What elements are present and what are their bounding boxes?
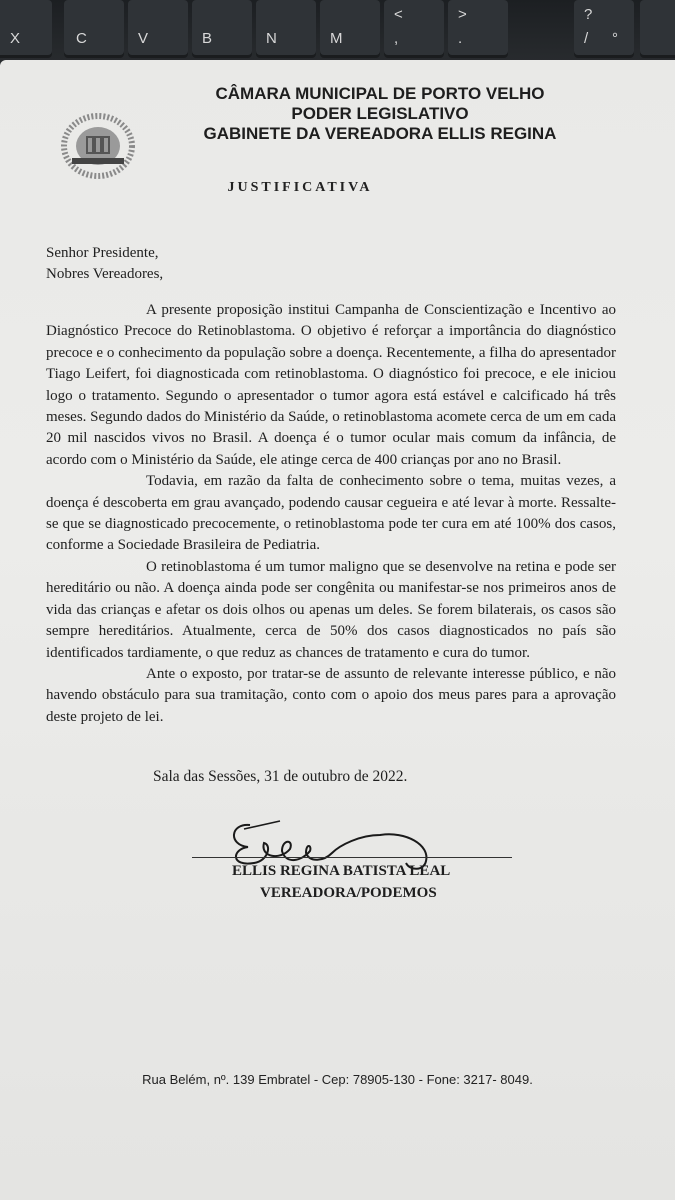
letterhead-line2: PODER LEGISLATIVO xyxy=(291,104,469,123)
paragraph-4: Ante o exposto, por tratar-se de assunto de relevante interesse público, e não havendo obstáculo para sua tramitação, conto com o apoio dos meus pares para a aprovação deste projeto de lei. xyxy=(46,665,616,725)
letterhead-line1: CÂMARA MUNICIPAL DE PORTO VELHO xyxy=(215,84,545,103)
signature-line xyxy=(192,857,512,858)
signatory-name: ELLIS REGINA BATISTA LEAL xyxy=(232,863,451,879)
key-slash: ? / ° xyxy=(574,0,634,58)
salutation-line1: Senhor Presidente, xyxy=(46,245,159,261)
signatory-role: VEREADORA/PODEMOS xyxy=(260,885,437,901)
signatory xyxy=(232,860,450,904)
key-m: M xyxy=(320,0,380,58)
letterhead-line3: GABINETE DA VEREADORA ELLIS REGINA xyxy=(203,124,557,143)
key-c: C xyxy=(64,0,124,58)
key-v: V xyxy=(128,0,188,58)
municipal-crest-icon xyxy=(58,108,138,188)
document-body xyxy=(46,300,616,728)
paragraph-3: O retinoblastoma é um tumor maligno que se desenvolve na retina e pode ser hereditário ou não. A doença ainda pode ser congênita ou manifestar-se nos primeiros anos de vida das crianças e afetar os dois olhos ou apenas um deles. Se forem bilaterais, os casos são sempre hereditários. Atualmente, cerca de 50% dos casos diagnosticados no país são identificados tardiamente, o que reduz as chances de tratamento e cura do tumor. xyxy=(46,558,616,661)
paragraph-2: Todavia, em razão da falta de conhecimento sobre o tema, muitas vezes, a doença é descoberta em grau avançado, podendo causar cegueira e até levar à morte. Ressalte-se que se diagnosticado precocemente, o retinoblastoma pode ter cura em até 100% dos casos, conforme a Sociedade Brasileira de Pediatria. xyxy=(46,473,616,554)
paragraph-1: A presente proposição institui Campanha de Conscientização e Incentivo ao Diagnóstico Precoce do Retinoblastoma. O objetivo é reforçar a importância do diagnóstico precoce e o conhecimento da população sobre a doença. Recentemente, a filha do apresentador Tiago Leifert, foi diagnosticada com retinoblastoma. O diagnóstico foi precoce, e ele iniciou logo o tratamento. Segundo o apresentador o tumor agora está estável e calcificado há três meses. Segundo dados do Ministério da Saúde, o retinoblastoma acomete cerca de um em cada 20 mil nascidos vivos no Brasil. A doença é o tumor ocular mais comum da infância, de acordo com o Ministério da Saúde, ele atinge cerca de 400 crianças por ano no Brasil. xyxy=(46,302,616,468)
document-title: JUSTIFICATIVA xyxy=(227,180,373,195)
document-page xyxy=(0,60,675,1200)
salutation xyxy=(46,243,163,285)
footer-address: Rua Belém, nº. 139 Embratel - Cep: 78905-130 - Fone: 3217- 8049. xyxy=(142,1072,533,1087)
key-comma: < , xyxy=(384,0,444,58)
key-period: > . xyxy=(448,0,508,58)
salutation-line2: Nobres Vereadores, xyxy=(46,266,164,282)
key-x: X xyxy=(0,0,52,58)
key-b: B xyxy=(192,0,252,58)
closing-date: Sala das Sessões, 31 de outubro de 2022. xyxy=(153,768,408,785)
key-edge xyxy=(640,0,675,58)
key-n: N xyxy=(256,0,316,58)
letterhead xyxy=(160,84,600,144)
